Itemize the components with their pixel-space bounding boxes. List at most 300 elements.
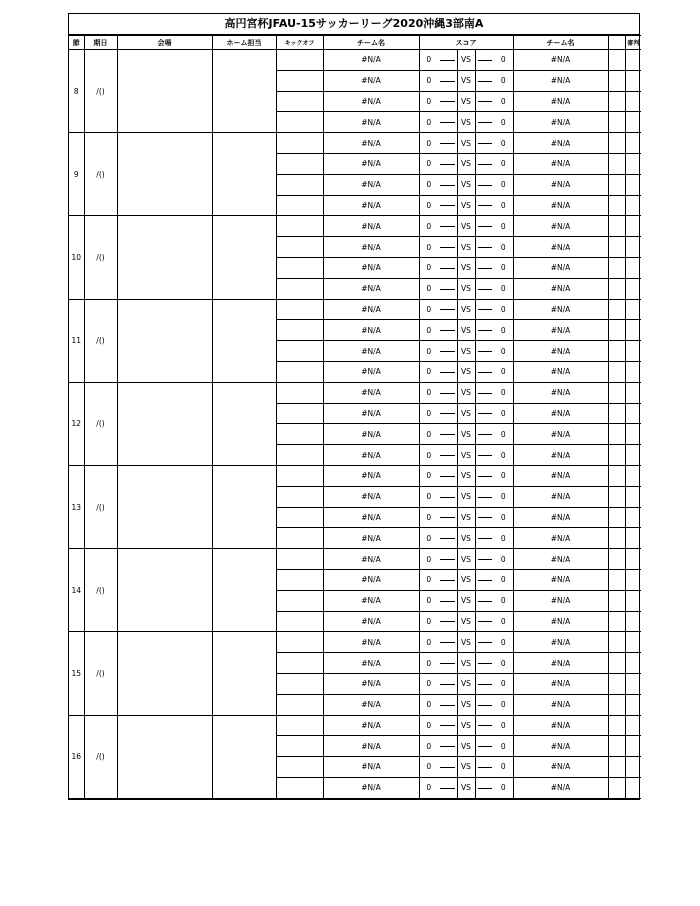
referee-cell[interactable] bbox=[625, 507, 641, 528]
team-left: #N/A bbox=[323, 569, 419, 590]
blank-cell[interactable] bbox=[608, 465, 625, 486]
team-left: #N/A bbox=[323, 50, 419, 71]
score-dash-left bbox=[438, 507, 457, 528]
referee-cell[interactable] bbox=[625, 361, 641, 382]
score-left: 0 bbox=[419, 528, 438, 549]
referee-cell[interactable] bbox=[625, 257, 641, 278]
blank-cell[interactable] bbox=[608, 445, 625, 466]
kickoff-cell[interactable] bbox=[276, 549, 323, 570]
vs-label: VS bbox=[457, 507, 475, 528]
score-dash-right bbox=[475, 382, 494, 403]
referee-cell[interactable] bbox=[625, 195, 641, 216]
header-venue: 会場 bbox=[117, 36, 212, 50]
score-right: 0 bbox=[494, 694, 513, 715]
score-right: 0 bbox=[494, 653, 513, 674]
blank-cell[interactable] bbox=[608, 403, 625, 424]
score-dash-right bbox=[475, 91, 494, 112]
referee-cell[interactable] bbox=[625, 528, 641, 549]
team-right: #N/A bbox=[513, 715, 608, 736]
referee-cell[interactable] bbox=[625, 424, 641, 445]
referee-cell[interactable] bbox=[625, 174, 641, 195]
score-left: 0 bbox=[419, 361, 438, 382]
score-dash-right bbox=[475, 341, 494, 362]
round-number: 14 bbox=[69, 549, 84, 632]
header-team-left: チーム名 bbox=[323, 36, 419, 50]
kickoff-cell[interactable] bbox=[276, 486, 323, 507]
match-date: /() bbox=[84, 216, 117, 299]
kickoff-cell[interactable] bbox=[276, 112, 323, 133]
vs-label: VS bbox=[457, 195, 475, 216]
score-dash-right bbox=[475, 153, 494, 174]
vs-label: VS bbox=[457, 777, 475, 798]
blank-cell[interactable] bbox=[608, 91, 625, 112]
kickoff-cell[interactable] bbox=[276, 694, 323, 715]
home-staff-cell[interactable] bbox=[212, 133, 276, 216]
match-date: /() bbox=[84, 50, 117, 133]
kickoff-cell[interactable] bbox=[276, 195, 323, 216]
match-row bbox=[69, 715, 641, 736]
referee-cell[interactable] bbox=[625, 549, 641, 570]
round-number: 15 bbox=[69, 632, 84, 715]
match-date: /() bbox=[84, 133, 117, 216]
score-right: 0 bbox=[494, 382, 513, 403]
score-dash-right bbox=[475, 320, 494, 341]
referee-cell[interactable] bbox=[625, 403, 641, 424]
team-left: #N/A bbox=[323, 133, 419, 154]
kickoff-cell[interactable] bbox=[276, 611, 323, 632]
round-number: 13 bbox=[69, 465, 84, 548]
vs-label: VS bbox=[457, 611, 475, 632]
kickoff-cell[interactable] bbox=[276, 715, 323, 736]
vs-label: VS bbox=[457, 403, 475, 424]
kickoff-cell[interactable] bbox=[276, 361, 323, 382]
header-blank bbox=[608, 36, 625, 50]
blank-cell[interactable] bbox=[608, 777, 625, 798]
header-team-right: チーム名 bbox=[513, 36, 608, 50]
kickoff-cell[interactable] bbox=[276, 569, 323, 590]
score-dash-left bbox=[438, 382, 457, 403]
blank-cell[interactable] bbox=[608, 195, 625, 216]
blank-cell[interactable] bbox=[608, 736, 625, 757]
home-staff-cell[interactable] bbox=[212, 50, 276, 133]
match-row bbox=[69, 50, 641, 71]
vs-label: VS bbox=[457, 528, 475, 549]
blank-cell[interactable] bbox=[608, 70, 625, 91]
score-right: 0 bbox=[494, 569, 513, 590]
score-right: 0 bbox=[494, 777, 513, 798]
blank-cell[interactable] bbox=[608, 174, 625, 195]
home-staff-cell[interactable] bbox=[212, 632, 276, 715]
vs-label: VS bbox=[457, 216, 475, 237]
blank-cell[interactable] bbox=[608, 341, 625, 362]
home-staff-cell[interactable] bbox=[212, 216, 276, 299]
referee-cell[interactable] bbox=[625, 112, 641, 133]
score-dash-left bbox=[438, 174, 457, 195]
kickoff-cell[interactable] bbox=[276, 777, 323, 798]
score-right: 0 bbox=[494, 91, 513, 112]
match-date: /() bbox=[84, 632, 117, 715]
team-right: #N/A bbox=[513, 195, 608, 216]
team-left: #N/A bbox=[323, 486, 419, 507]
team-right: #N/A bbox=[513, 133, 608, 154]
score-left: 0 bbox=[419, 299, 438, 320]
score-dash-right bbox=[475, 257, 494, 278]
home-staff-cell[interactable] bbox=[212, 549, 276, 632]
score-dash-right bbox=[475, 237, 494, 258]
blank-cell[interactable] bbox=[608, 50, 625, 71]
header-kickoff: キックオフ bbox=[276, 36, 323, 50]
team-right: #N/A bbox=[513, 528, 608, 549]
score-dash-right bbox=[475, 424, 494, 445]
score-dash-left bbox=[438, 445, 457, 466]
match-row bbox=[69, 216, 641, 237]
kickoff-cell[interactable] bbox=[276, 341, 323, 362]
team-right: #N/A bbox=[513, 341, 608, 362]
score-dash-right bbox=[475, 757, 494, 778]
score-dash-right bbox=[475, 195, 494, 216]
team-left: #N/A bbox=[323, 70, 419, 91]
referee-cell[interactable] bbox=[625, 320, 641, 341]
kickoff-cell[interactable] bbox=[276, 736, 323, 757]
blank-cell[interactable] bbox=[608, 382, 625, 403]
score-dash-left bbox=[438, 653, 457, 674]
blank-cell[interactable] bbox=[608, 361, 625, 382]
kickoff-cell[interactable] bbox=[276, 507, 323, 528]
kickoff-cell[interactable] bbox=[276, 174, 323, 195]
kickoff-cell[interactable] bbox=[276, 403, 323, 424]
kickoff-cell[interactable] bbox=[276, 382, 323, 403]
score-left: 0 bbox=[419, 237, 438, 258]
sheet-title: 高円宮杯JFAU-15サッカーリーグ2020沖縄3部南A bbox=[69, 14, 639, 35]
kickoff-cell[interactable] bbox=[276, 757, 323, 778]
home-staff-cell[interactable] bbox=[212, 715, 276, 798]
score-dash-left bbox=[438, 237, 457, 258]
venue-cell[interactable] bbox=[117, 715, 212, 798]
blank-cell[interactable] bbox=[608, 237, 625, 258]
kickoff-cell[interactable] bbox=[276, 278, 323, 299]
score-right: 0 bbox=[494, 590, 513, 611]
score-right: 0 bbox=[494, 549, 513, 570]
kickoff-cell[interactable] bbox=[276, 70, 323, 91]
kickoff-cell[interactable] bbox=[276, 299, 323, 320]
blank-cell[interactable] bbox=[608, 569, 625, 590]
team-right: #N/A bbox=[513, 70, 608, 91]
blank-cell[interactable] bbox=[608, 278, 625, 299]
kickoff-cell[interactable] bbox=[276, 237, 323, 258]
vs-label: VS bbox=[457, 569, 475, 590]
score-dash-left bbox=[438, 299, 457, 320]
vs-label: VS bbox=[457, 91, 475, 112]
vs-label: VS bbox=[457, 153, 475, 174]
vs-label: VS bbox=[457, 50, 475, 71]
score-right: 0 bbox=[494, 174, 513, 195]
score-dash-left bbox=[438, 549, 457, 570]
score-right: 0 bbox=[494, 445, 513, 466]
score-right: 0 bbox=[494, 486, 513, 507]
team-left: #N/A bbox=[323, 257, 419, 278]
score-left: 0 bbox=[419, 341, 438, 362]
home-staff-cell[interactable] bbox=[212, 382, 276, 465]
team-left: #N/A bbox=[323, 507, 419, 528]
kickoff-cell[interactable] bbox=[276, 653, 323, 674]
header-date: 期日 bbox=[84, 36, 117, 50]
team-left: #N/A bbox=[323, 403, 419, 424]
blank-cell[interactable] bbox=[608, 694, 625, 715]
blank-cell[interactable] bbox=[608, 133, 625, 154]
vs-label: VS bbox=[457, 736, 475, 757]
team-right: #N/A bbox=[513, 424, 608, 445]
blank-cell[interactable] bbox=[608, 653, 625, 674]
vs-label: VS bbox=[457, 341, 475, 362]
referee-cell[interactable] bbox=[625, 736, 641, 757]
score-dash-left bbox=[438, 694, 457, 715]
kickoff-cell[interactable] bbox=[276, 133, 323, 154]
score-left: 0 bbox=[419, 694, 438, 715]
score-dash-right bbox=[475, 278, 494, 299]
venue-cell[interactable] bbox=[117, 299, 212, 382]
match-row bbox=[69, 465, 641, 486]
score-dash-left bbox=[438, 611, 457, 632]
referee-cell[interactable] bbox=[625, 133, 641, 154]
score-right: 0 bbox=[494, 70, 513, 91]
kickoff-cell[interactable] bbox=[276, 424, 323, 445]
referee-cell[interactable] bbox=[625, 465, 641, 486]
score-right: 0 bbox=[494, 361, 513, 382]
vs-label: VS bbox=[457, 549, 475, 570]
team-left: #N/A bbox=[323, 590, 419, 611]
kickoff-cell[interactable] bbox=[276, 50, 323, 71]
team-left: #N/A bbox=[323, 445, 419, 466]
referee-cell[interactable] bbox=[625, 694, 641, 715]
blank-cell[interactable] bbox=[608, 673, 625, 694]
team-right: #N/A bbox=[513, 757, 608, 778]
score-left: 0 bbox=[419, 50, 438, 71]
venue-cell[interactable] bbox=[117, 632, 212, 715]
venue-cell[interactable] bbox=[117, 382, 212, 465]
home-staff-cell[interactable] bbox=[212, 299, 276, 382]
score-dash-right bbox=[475, 174, 494, 195]
vs-label: VS bbox=[457, 174, 475, 195]
kickoff-cell[interactable] bbox=[276, 632, 323, 653]
blank-cell[interactable] bbox=[608, 611, 625, 632]
team-left: #N/A bbox=[323, 694, 419, 715]
blank-cell[interactable] bbox=[608, 590, 625, 611]
blank-cell[interactable] bbox=[608, 549, 625, 570]
score-dash-left bbox=[438, 320, 457, 341]
referee-cell[interactable] bbox=[625, 611, 641, 632]
referee-cell[interactable] bbox=[625, 653, 641, 674]
vs-label: VS bbox=[457, 653, 475, 674]
team-left: #N/A bbox=[323, 549, 419, 570]
kickoff-cell[interactable] bbox=[276, 153, 323, 174]
venue-cell[interactable] bbox=[117, 133, 212, 216]
team-right: #N/A bbox=[513, 611, 608, 632]
team-right: #N/A bbox=[513, 174, 608, 195]
match-date: /() bbox=[84, 465, 117, 548]
home-staff-cell[interactable] bbox=[212, 465, 276, 548]
referee-cell[interactable] bbox=[625, 299, 641, 320]
score-right: 0 bbox=[494, 50, 513, 71]
score-dash-right bbox=[475, 673, 494, 694]
blank-cell[interactable] bbox=[608, 486, 625, 507]
score-dash-left bbox=[438, 278, 457, 299]
blank-cell[interactable] bbox=[608, 320, 625, 341]
team-left: #N/A bbox=[323, 424, 419, 445]
score-left: 0 bbox=[419, 424, 438, 445]
score-right: 0 bbox=[494, 673, 513, 694]
blank-cell[interactable] bbox=[608, 299, 625, 320]
team-right: #N/A bbox=[513, 403, 608, 424]
team-right: #N/A bbox=[513, 91, 608, 112]
blank-cell[interactable] bbox=[608, 257, 625, 278]
score-dash-right bbox=[475, 361, 494, 382]
round-number: 10 bbox=[69, 216, 84, 299]
vs-label: VS bbox=[457, 465, 475, 486]
score-dash-left bbox=[438, 403, 457, 424]
team-right: #N/A bbox=[513, 278, 608, 299]
kickoff-cell[interactable] bbox=[276, 445, 323, 466]
score-left: 0 bbox=[419, 153, 438, 174]
score-dash-left bbox=[438, 632, 457, 653]
blank-cell[interactable] bbox=[608, 153, 625, 174]
score-dash-left bbox=[438, 91, 457, 112]
score-left: 0 bbox=[419, 653, 438, 674]
score-right: 0 bbox=[494, 507, 513, 528]
blank-cell[interactable] bbox=[608, 507, 625, 528]
match-row bbox=[69, 382, 641, 403]
referee-cell[interactable] bbox=[625, 382, 641, 403]
team-right: #N/A bbox=[513, 777, 608, 798]
score-left: 0 bbox=[419, 777, 438, 798]
score-dash-left bbox=[438, 257, 457, 278]
round-number: 12 bbox=[69, 382, 84, 465]
team-right: #N/A bbox=[513, 50, 608, 71]
score-left: 0 bbox=[419, 736, 438, 757]
venue-cell[interactable] bbox=[117, 216, 212, 299]
score-left: 0 bbox=[419, 569, 438, 590]
score-right: 0 bbox=[494, 465, 513, 486]
referee-cell[interactable] bbox=[625, 486, 641, 507]
blank-cell[interactable] bbox=[608, 424, 625, 445]
referee-cell[interactable] bbox=[625, 50, 641, 71]
match-date: /() bbox=[84, 299, 117, 382]
score-left: 0 bbox=[419, 445, 438, 466]
score-left: 0 bbox=[419, 590, 438, 611]
kickoff-cell[interactable] bbox=[276, 257, 323, 278]
team-right: #N/A bbox=[513, 569, 608, 590]
team-right: #N/A bbox=[513, 465, 608, 486]
referee-cell[interactable] bbox=[625, 341, 641, 362]
score-dash-right bbox=[475, 486, 494, 507]
referee-cell[interactable] bbox=[625, 715, 641, 736]
referee-cell[interactable] bbox=[625, 237, 641, 258]
score-dash-right bbox=[475, 569, 494, 590]
kickoff-cell[interactable] bbox=[276, 465, 323, 486]
round-number: 9 bbox=[69, 133, 84, 216]
team-right: #N/A bbox=[513, 445, 608, 466]
match-row bbox=[69, 632, 641, 653]
vs-label: VS bbox=[457, 133, 475, 154]
score-left: 0 bbox=[419, 611, 438, 632]
team-left: #N/A bbox=[323, 757, 419, 778]
kickoff-cell[interactable] bbox=[276, 673, 323, 694]
vs-label: VS bbox=[457, 382, 475, 403]
score-dash-left bbox=[438, 341, 457, 362]
blank-cell[interactable] bbox=[608, 757, 625, 778]
score-left: 0 bbox=[419, 70, 438, 91]
vs-label: VS bbox=[457, 278, 475, 299]
referee-cell[interactable] bbox=[625, 216, 641, 237]
referee-cell[interactable] bbox=[625, 70, 641, 91]
referee-cell[interactable] bbox=[625, 673, 641, 694]
referee-cell[interactable] bbox=[625, 91, 641, 112]
score-dash-left bbox=[438, 195, 457, 216]
score-dash-right bbox=[475, 216, 494, 237]
vs-label: VS bbox=[457, 445, 475, 466]
blank-cell[interactable] bbox=[608, 112, 625, 133]
team-left: #N/A bbox=[323, 673, 419, 694]
score-dash-left bbox=[438, 50, 457, 71]
referee-cell[interactable] bbox=[625, 278, 641, 299]
score-left: 0 bbox=[419, 320, 438, 341]
kickoff-cell[interactable] bbox=[276, 216, 323, 237]
team-left: #N/A bbox=[323, 777, 419, 798]
score-dash-left bbox=[438, 133, 457, 154]
match-date: /() bbox=[84, 382, 117, 465]
score-dash-left bbox=[438, 777, 457, 798]
referee-cell[interactable] bbox=[625, 590, 641, 611]
score-dash-left bbox=[438, 569, 457, 590]
referee-cell[interactable] bbox=[625, 153, 641, 174]
blank-cell[interactable] bbox=[608, 528, 625, 549]
blank-cell[interactable] bbox=[608, 216, 625, 237]
score-left: 0 bbox=[419, 278, 438, 299]
referee-cell[interactable] bbox=[625, 445, 641, 466]
score-dash-left bbox=[438, 673, 457, 694]
venue-cell[interactable] bbox=[117, 549, 212, 632]
team-left: #N/A bbox=[323, 653, 419, 674]
kickoff-cell[interactable] bbox=[276, 91, 323, 112]
team-right: #N/A bbox=[513, 257, 608, 278]
team-left: #N/A bbox=[323, 715, 419, 736]
blank-cell[interactable] bbox=[608, 632, 625, 653]
schedule-table bbox=[69, 35, 641, 799]
venue-cell[interactable] bbox=[117, 50, 212, 133]
venue-cell[interactable] bbox=[117, 465, 212, 548]
score-right: 0 bbox=[494, 195, 513, 216]
blank-cell[interactable] bbox=[608, 715, 625, 736]
kickoff-cell[interactable] bbox=[276, 320, 323, 341]
score-left: 0 bbox=[419, 382, 438, 403]
score-right: 0 bbox=[494, 299, 513, 320]
score-dash-right bbox=[475, 403, 494, 424]
score-left: 0 bbox=[419, 715, 438, 736]
team-right: #N/A bbox=[513, 320, 608, 341]
referee-cell[interactable] bbox=[625, 777, 641, 798]
referee-cell[interactable] bbox=[625, 632, 641, 653]
referee-cell[interactable] bbox=[625, 569, 641, 590]
team-right: #N/A bbox=[513, 486, 608, 507]
kickoff-cell[interactable] bbox=[276, 528, 323, 549]
kickoff-cell[interactable] bbox=[276, 590, 323, 611]
team-left: #N/A bbox=[323, 361, 419, 382]
match-row bbox=[69, 549, 641, 570]
vs-label: VS bbox=[457, 70, 475, 91]
referee-cell[interactable] bbox=[625, 757, 641, 778]
score-dash-right bbox=[475, 611, 494, 632]
score-left: 0 bbox=[419, 174, 438, 195]
team-right: #N/A bbox=[513, 237, 608, 258]
